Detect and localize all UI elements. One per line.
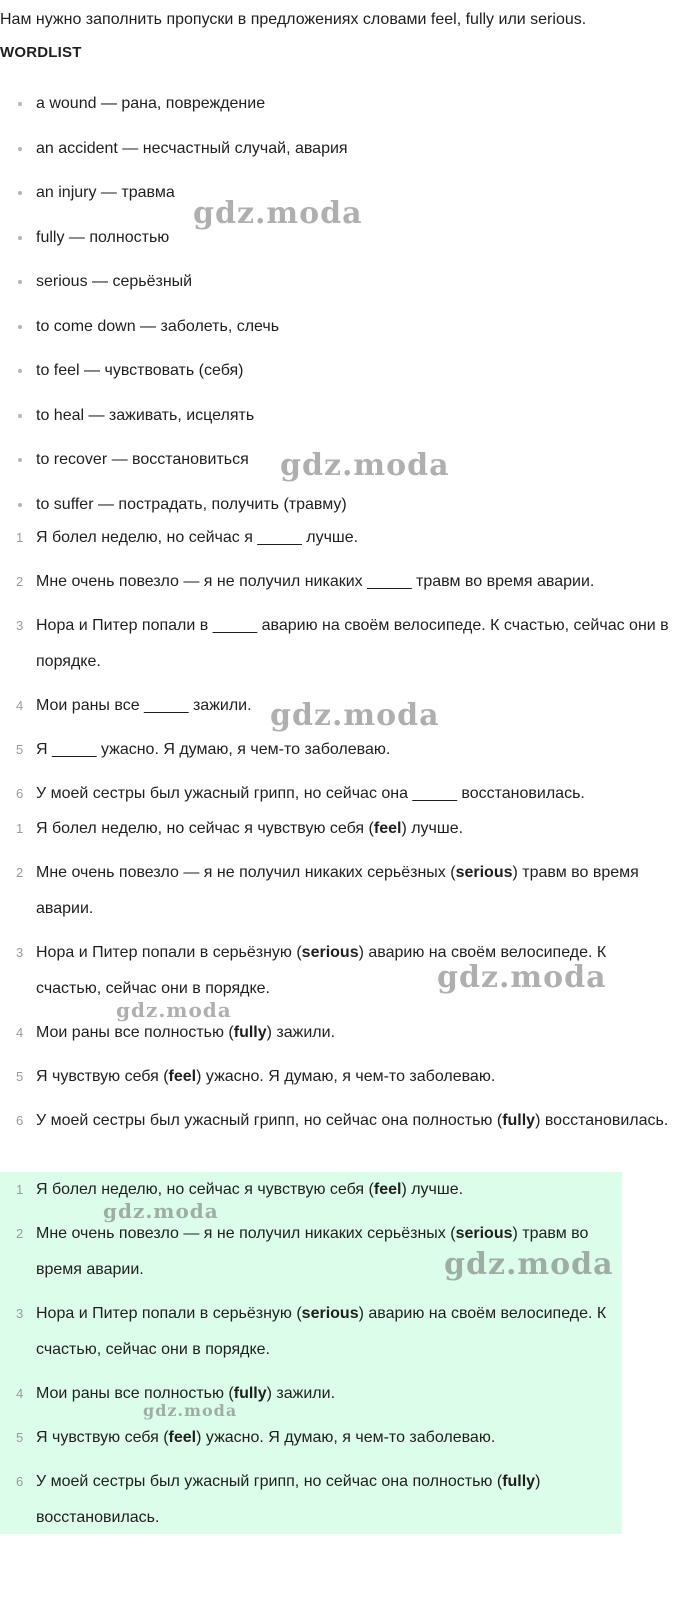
intro-text: Нам нужно заполнить пропуски в предложениях словами feel, fully или serious. [0,11,587,28]
answer-word: feel [373,820,402,837]
answer-item: 6 У моей сестры был ужасный грипп, но сейчас она полностью (fully) восстановилась. [16,1473,541,1526]
answer-item: 5 Я чувствую себя (feel) ужасно. Я думаю, я чем-то заболеваю. [16,1068,496,1085]
wordlist-item: serious — серьёзный [0,270,680,315]
answer-word: feel [168,1429,197,1446]
exercise-item: 4 Мои раны все _____ зажили. [16,697,252,714]
wordlist-heading: WORDLIST [0,44,82,61]
answer-item: 1 Я болел неделю, но сейчас я чувствую себя (feel) лучше. [16,820,464,837]
answer-item: 3 Нора и Питер попали в серьёзную (serious) аварию на своём велосипеде. К счастью, сейчас они в порядке. [16,944,607,997]
answer-item: 2 Мне очень повезло — я не получил никаких серьёзных (serious) травм во время аварии. [16,1225,589,1278]
answer-word: serious [455,1225,513,1242]
wordlist-item: to recover — восстановиться [0,448,680,493]
bullet-icon [18,414,22,418]
bullet-icon [18,102,22,106]
wordlist-item: to feel — чувствовать (себя) [0,359,680,404]
answer-word: fully [233,1385,267,1402]
bullet-icon [18,325,22,329]
watermark: gdz.moda [193,196,363,231]
watermark: gdz.moda [280,448,450,483]
wordlist-item: to come down — заболеть, слечь [0,315,680,360]
answers-highlighted-list [0,1172,680,1544]
exercise-list [0,520,680,820]
watermark: gdz.moda [116,998,232,1022]
bullet-icon [18,236,22,240]
wordlist-item: an accident — несчастный случай, авария [0,137,680,182]
watermark: gdz.moda [143,1401,238,1420]
answer-word: fully [502,1473,536,1490]
wordlist-item: to heal — заживать, исцелять [0,404,680,449]
wordlist-item: an injury — травма [0,181,680,226]
answer-item: 5 Я чувствую себя (feel) ужасно. Я думаю, я чем-то заболеваю. [16,1429,496,1446]
answer-item: 1 Я болел неделю, но сейчас я чувствую себя (feel) лучше. [16,1181,464,1198]
watermark: gdz.moda [270,698,440,733]
bullet-icon [18,147,22,151]
answer-word: fully [502,1112,536,1129]
wordlist-item: to suffer — пострадать, получить (травму) [0,493,680,538]
answer-word: serious [301,1305,359,1322]
answer-item: 4 Мои раны все полностью (fully) зажили. [16,1385,336,1402]
answer-item: 2 Мне очень повезло — я не получил никаких серьёзных (serious) травм во время аварии. [16,864,639,917]
watermark: gdz.moda [444,1247,614,1282]
watermark: gdz.moda [103,1199,219,1223]
bullet-icon [18,458,22,462]
answer-word: feel [373,1181,402,1198]
bullet-icon [18,369,22,373]
exercise-item: 5 Я _____ ужасно. Я думаю, я чем-то заболеваю. [16,741,391,758]
watermark: gdz.moda [437,960,607,995]
exercise-item: 3 Нора и Питер попали в _____ аварию на своём велосипеде. К счастью, сейчас они в порядке. [16,617,669,670]
exercise-item: 6 У моей сестры был ужасный грипп, но сейчас она _____ восстановилась. [16,785,585,802]
answer-word: serious [455,864,513,881]
answer-item: 6 У моей сестры был ужасный грипп, но сейчас она полностью (fully) восстановилась. [16,1112,669,1129]
exercise-item: 2 Мне очень повезло — я не получил никаких _____ травм во время аварии. [16,573,595,590]
answer-item: 3 Нора и Питер попали в серьёзную (serious) аварию на своём велосипеде. К счастью, сейчас они в порядке. [16,1305,607,1358]
wordlist-item: fully — полностью [0,226,680,271]
wordlist-item: a wound — рана, повреждение [0,92,680,137]
bullet-icon [18,503,22,507]
exercise-item: 1 Я болел неделю, но сейчас я _____ лучше. [16,529,359,546]
answer-word: feel [168,1068,197,1085]
bullet-icon [18,191,22,195]
bullet-icon [18,280,22,284]
answer-item: 4 Мои раны все полностью (fully) зажили. [16,1024,336,1041]
answer-word: serious [301,944,359,961]
answer-word: fully [233,1024,267,1041]
